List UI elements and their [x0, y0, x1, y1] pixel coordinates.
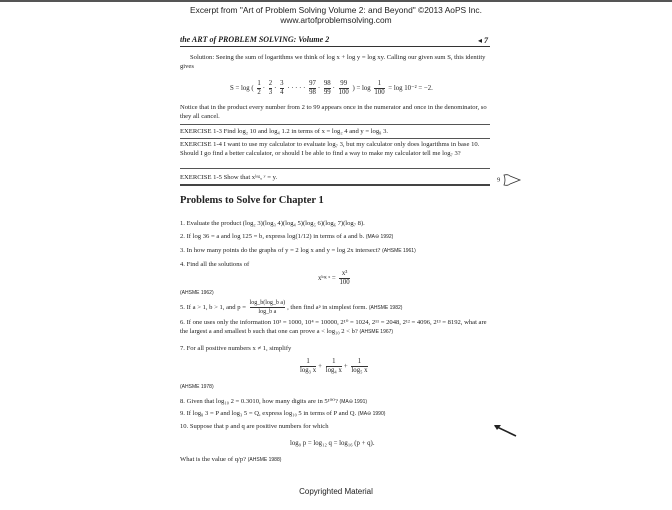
- fraction: $\frac{97}{98}$: [309, 80, 316, 96]
- problem-7: 7. For all positive numbers x ≠ 1, simplify: [180, 345, 292, 352]
- solution-text: Solution: Seeing the sum of logarithms we think of log x + log y = log xy. Calling our given sum S, this identity gives: [180, 54, 486, 70]
- divider: [180, 138, 490, 139]
- running-head-title: the ART of PROBLEM SOLVING: Volume 2: [180, 35, 330, 44]
- problem-2: 2. If log 36 = a and log 125 = b, express log(1/12) in terms of a and b. (MA⊖ 1992): [180, 233, 394, 240]
- eq-right: = log 10⁻² = −2.: [388, 85, 433, 93]
- margin-marker: [497, 174, 522, 186]
- exercise-1-4: EXERCISE 1-4 I want to use my calculator to evaluate log₇ 3, but my calculator only does logarithms in base 10. Should I go find a better calculator, or should I be able to find a way to make my calculator tell me log₇ 3?: [180, 141, 480, 157]
- page-number: ◂ 7: [477, 36, 488, 45]
- fraction: $\frac{99}{100}$: [338, 80, 349, 96]
- excerpt-header: Excerpt from "Art of Problem Solving Volume 2: and Beyond" ©2013 AoPS Inc.: [190, 5, 482, 15]
- problem-1: 1. Evaluate the product (log₂ 3)(log₃ 4)(log₄ 5)(log₅ 6)(log₆ 7)(log₇ 8).: [180, 220, 365, 227]
- running-head: [180, 35, 490, 47]
- ellipsis: · · · · ·: [287, 85, 306, 93]
- divider: [180, 168, 490, 169]
- mouse-cursor-arrow-icon: [494, 424, 518, 438]
- problem-10-equation: log₉ p = log₁₂ q = log₁₆ (p + q).: [290, 440, 375, 447]
- problem-10-question: What is the value of q/p? (AHSME 1988): [180, 456, 282, 463]
- problem-4: 4. Find all the solutions of: [180, 261, 250, 268]
- fraction: $\frac{98}{99}$: [323, 80, 331, 96]
- section-title: Problems to Solve for Chapter 1: [180, 195, 324, 206]
- problem-5: 5. If a > 1, b > 1, and p = $\frac{\text{log\_b(log\_b a)}}{\text{log\_b a}}$ , then find aᵖ in simplest form. (AHSME 1982): [180, 300, 403, 315]
- eq-mid: ) = log: [352, 85, 371, 93]
- problem-10: 10. Suppose that p and q are positive numbers for which: [180, 423, 329, 430]
- copyright-footer: Copyrighted Material: [299, 487, 373, 496]
- problem-6: 6. If one uses only the information 10³ = 1000, 10⁴ = 10000, 2¹⁰ = 1024, 2¹¹ = 2048, 2¹² = 4096, 2¹³ = 8192, what are the largest a and smallest b such that one can prove a < log₁₀ 2 < b? (AHSME 1967): [180, 319, 487, 335]
- fraction: $\frac{2}{3}$: [268, 80, 273, 96]
- solution-equation: S = log ( $\frac{1}{2}$ · $\frac{2}{3}$ · $\frac{3}{4}$ · · · · · $\frac{97}{98}$ · $\frac{98}{99}$ · $\frac{99}{100}$ ) = log $\frac{1}{100}$ = log 10⁻² = −2.: [230, 80, 433, 96]
- problem-7-expression: $\frac{1}{\text{log₃ x}}$ + $\frac{1}{\text{log₄ x}}$ + $\frac{1}{\text{log₅ x}}$: [300, 358, 368, 374]
- exercise-1-5: EXERCISE 1-5 Show that xˡᵒᵍₓ ʸ = y.: [180, 174, 278, 181]
- problem-9: 9. If log₈ 3 = P and log₃ 5 = Q, express log₁₀ 5 in terms of P and Q. (MA⊖ 1990): [180, 410, 386, 417]
- website-url[interactable]: www.artofproblemsolving.com: [280, 15, 392, 25]
- exercise-1-3: EXERCISE 1-3 Find log₂ 10 and log₄ 1.2 in terms of x = log₂ 4 and y = log₈ 3.: [180, 128, 389, 135]
- fraction: $\frac{1}{100}$: [374, 80, 385, 96]
- pointer-hand-icon: [502, 174, 522, 186]
- problem-7-source: (AHSME 1978): [180, 384, 214, 390]
- divider: [180, 124, 490, 125]
- fraction: $\frac{1}{2}$: [257, 80, 261, 96]
- marker-number: 9: [497, 176, 501, 184]
- top-border: [0, 0, 672, 2]
- problem-8: 8. Given that log₁₀ 2 = 0.3010, how many digits are in 5¹⁰⁰? (MA⊖ 1991): [180, 398, 368, 405]
- notice-text: Notice that in the product every number from 2 to 99 appears once in the numerator and once in the denominator, so they all cancel.: [180, 104, 487, 120]
- problem-4-equation: xˡᵒᵍ ˣ = $\frac{\text{x³}}{100}$: [318, 270, 350, 286]
- divider: [180, 184, 490, 186]
- eq-left: S = log (: [230, 85, 254, 93]
- problem-3: 3. In how many points do the graphs of y = 2 log x and y = log 2x intersect? (AHSME 1961): [180, 247, 416, 254]
- fraction: $\frac{3}{4}$: [280, 80, 284, 96]
- problem-4-source: (AHSME 1962): [180, 290, 214, 296]
